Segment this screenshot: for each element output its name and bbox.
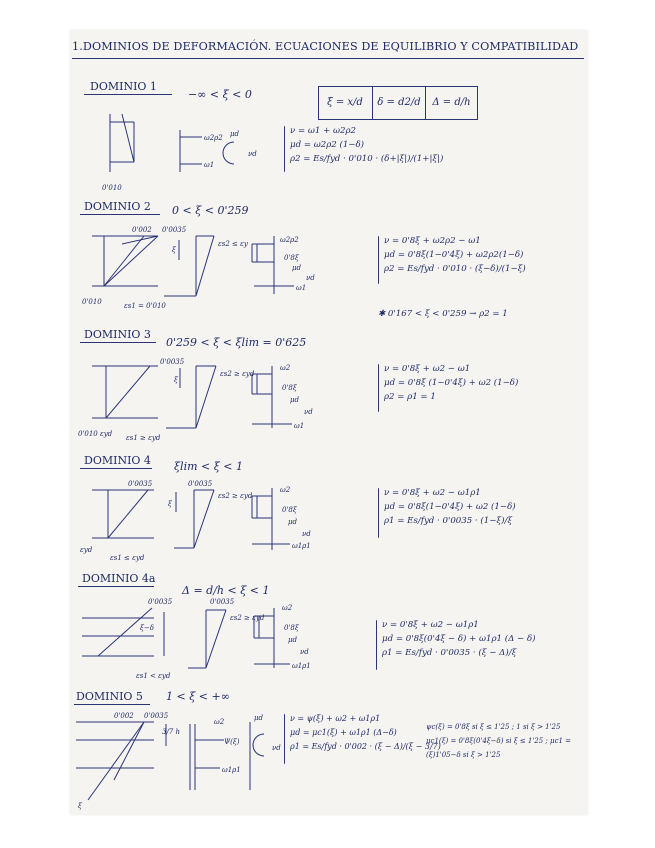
- domain-4a-brace: [376, 620, 377, 670]
- domain-4-diagram-stroke-3: [108, 490, 148, 538]
- force-label-top: ω2ρ2: [204, 134, 223, 142]
- domain-2-diagram-label-22: ξ: [172, 246, 176, 254]
- domain-5-range: 1 < ξ < +∞: [166, 690, 230, 703]
- domain-3-diagram-label-21: 0'8ξ: [282, 384, 297, 392]
- domain-4-diagram-label-25: νd: [302, 530, 311, 538]
- domain-4a-equations: [382, 618, 536, 660]
- domain-2-equations: [384, 234, 526, 276]
- domain-2-diagram-label-25: ω1: [296, 284, 307, 292]
- domain-4-diagram-label-22: 0'8ξ: [282, 506, 297, 514]
- domain-4a-diagram-label-22: ω1ρ1: [292, 662, 311, 670]
- domain-2-diagram-stroke-4: [104, 236, 158, 286]
- domain-4-diagram-label-20: ξ: [168, 500, 172, 508]
- domain-3-equations: [384, 362, 518, 404]
- domain-4-eq-axial: ν = 0'8ξ + ω2 − ω1ρ1: [384, 488, 481, 498]
- domain-1-equations: [290, 124, 443, 166]
- domain-4a-diagram-stroke-3: [98, 608, 152, 656]
- domain-2-range: 0 < ξ < 0'259: [172, 204, 249, 217]
- domain-5-underline: [74, 704, 150, 705]
- domain-4-brace: [378, 488, 379, 538]
- domain-5-title: DOMINIO 5: [76, 690, 143, 703]
- strain-diagonal: [122, 114, 134, 162]
- domain-2-eq-axial: ν = 0'8ξ + ω2ρ2 − ω1: [384, 236, 481, 246]
- domain-2-diagram-label-17: 0'002: [132, 226, 152, 234]
- domain-3-diagram-label-15: 0'0035: [160, 358, 185, 366]
- domain-5-diagram-label-13: 0'0035: [144, 712, 169, 720]
- domain-3-diagram-label-22: ω1: [294, 422, 305, 430]
- domain-4a-diagram-label-16: 0'0035: [210, 598, 235, 606]
- domain-1-underline: [84, 94, 172, 95]
- definition-delta: δ = d2/d: [372, 87, 425, 119]
- definition-xi: ξ = x/d: [327, 97, 363, 108]
- domain-2-underline: [80, 214, 160, 215]
- domain-3-eq-moment: μd = 0'8ξ (1−0'4ξ) + ω2 (1−δ): [384, 378, 519, 388]
- domain-2-diagram-label-18: 0'0035: [162, 226, 187, 234]
- domain-4a-eq-axial: ν = 0'8ξ + ω2 − ω1ρ1: [382, 620, 479, 630]
- domain-2-diagram-label-21: εs2 ≤ εy: [218, 240, 248, 248]
- domain-5-diagram-label-17: Ψ(ξ): [224, 738, 240, 746]
- domain-3-diagram-label-24: νd: [304, 408, 313, 416]
- domain-3-range: 0'259 < ξ < ξlim = 0'625: [166, 336, 307, 349]
- domain-4a-diagram-label-23: μd: [288, 636, 298, 644]
- moment-label: μd: [230, 130, 240, 138]
- domain-4-title: DOMINIO 4: [84, 454, 151, 467]
- domain-1-range: −∞ < ξ < 0: [188, 88, 252, 101]
- domain-5-muc-definition: μc1(ξ) = 0'8ξ(0'4ξ−δ) si ξ ≤ 1'25 ; μc1 = (ξ)1'05−δ si ξ > 1'25: [426, 737, 572, 759]
- domain-4-diagram: [80, 478, 314, 568]
- domain-5-diagram-label-14: 3/7 h: [162, 728, 180, 736]
- strain-label: 0'010: [102, 184, 122, 192]
- domain-5-diagram-stroke-4: [114, 722, 144, 780]
- domain-4-eq-ratio: ρ1 = Es/fyd · 0'0035 · (1−ξ)/ξ: [384, 516, 513, 526]
- domain-3-diagram-label-17: εs1 ≥ εyd: [126, 434, 161, 442]
- domain-3-diagram-label-18: εs2 ≥ εyd: [220, 370, 255, 378]
- domain-2-brace: [378, 236, 379, 284]
- domain-2-diagram-label-23: ω2ρ2: [280, 236, 299, 244]
- axial-label: νd: [248, 150, 257, 158]
- domain-4a-diagram-label-20: ω2: [282, 604, 293, 612]
- domain-5-eq-ratio: ρ1 = Es/fyd · 0'002 · (ξ − Δ)/(ξ − 3/7): [290, 742, 441, 751]
- domain-1-eq-axial: ν = ω1 + ω2ρ2: [290, 126, 357, 136]
- title-underline: [72, 58, 584, 59]
- domain-1-eq-moment: μd = ω2ρ2 (1−δ): [290, 140, 365, 150]
- domain-5-diagram-label-16: ω2: [214, 718, 225, 726]
- domain-5-diagram-stroke-3: [88, 722, 144, 800]
- domain-2-diagram-label-19: 0'010: [82, 298, 102, 306]
- page-title: 1.DOMINIOS DE DEFORMACIÓN. ECUACIONES DE EQUILIBRIO Y COMPATIBILIDAD: [72, 40, 579, 53]
- domain-4-underline: [80, 468, 152, 469]
- domain-4a-underline: [78, 586, 154, 587]
- domain-5-psi-definition: ψc(ξ) = 0'8ξ si ξ ≤ 1'25 ; 1 si ξ > 1'25: [426, 723, 561, 731]
- domain-3-diagram-label-23: μd: [290, 396, 300, 404]
- notebook-page: [70, 30, 588, 815]
- domain-3-diagram-stroke-3: [106, 366, 150, 418]
- domain-1-brace: [284, 126, 285, 172]
- domain-2-diagram-label-20: εs1 = 0'010: [124, 302, 166, 310]
- domain-2-diagram-label-27: νd: [306, 274, 315, 282]
- domain-3-underline: [80, 342, 156, 343]
- domain-3-diagram-label-19: ξ: [174, 376, 178, 384]
- domain-4a-eq-ratio: ρ1 = Es/fyd · 0'0035 · (ξ − Δ)/ξ: [382, 648, 517, 658]
- domain-4a-diagram-label-19: εs1 < εyd: [136, 672, 171, 680]
- domain-5-eq-moment: μd = μc1(ξ) + ω1ρ1 (Δ−δ): [290, 728, 397, 737]
- domain-2-diagram: [84, 226, 314, 316]
- domain-5-diagram-label-12: 0'002: [114, 712, 134, 720]
- domain-4a-range: Δ = d/h < ξ < 1: [182, 584, 270, 597]
- domain-4-eq-moment: μd = 0'8ξ(1−0'4ξ) + ω2 (1−δ): [384, 502, 516, 512]
- domain-3-diagram: [78, 356, 314, 446]
- domain-4-diagram-stroke-7: [194, 490, 214, 548]
- domain-4a-diagram-label-17: ξ−δ: [140, 624, 154, 632]
- domain-3-eq-axial: ν = 0'8ξ + ω2 − ω1: [384, 364, 471, 374]
- domain-2-diagram-stroke-9: [196, 236, 214, 296]
- domain-4a-diagram-label-21: 0'8ξ: [284, 624, 299, 632]
- domain-2-title: DOMINIO 2: [84, 200, 151, 213]
- domain-3-diagram-label-16: 0'010 εyd: [78, 430, 113, 438]
- domain-5-diagram-label-19: μd: [254, 714, 264, 722]
- domain-5-brace: [284, 714, 285, 764]
- domain-4-range: ξlim < ξ < 1: [174, 460, 244, 473]
- domain-5-diagram-label-15: ξ: [78, 802, 82, 810]
- domain-1-eq-ratio: ρ2 = Es/fyd · 0'010 · (δ+|ξ|)/(1+|ξ|): [290, 154, 444, 164]
- domain-4-equations: [384, 486, 516, 528]
- domain-5-piecewise: [426, 720, 586, 762]
- domain-3-diagram-stroke-7: [196, 366, 216, 428]
- force-label-bottom: ω1: [204, 161, 215, 169]
- domain-5-diagram-label-20: νd: [272, 744, 281, 752]
- definitions-box: [318, 86, 478, 120]
- domain-4-diagram-label-16: 0'0035: [188, 480, 213, 488]
- domain-3-diagram-label-20: ω2: [280, 364, 291, 372]
- domain-4a-diagram-stroke-8: [206, 610, 226, 668]
- domain-4a-diagram-label-15: 0'0035: [148, 598, 173, 606]
- moment-arc: [223, 142, 234, 164]
- domain-2-eq-moment: μd = 0'8ξ(1−0'4ξ) + ω2ρ2(1−δ): [384, 250, 524, 260]
- domain-4a-diagram-label-18: εs2 ≥ εyd: [230, 614, 265, 622]
- domain-3-title: DOMINIO 3: [84, 328, 151, 341]
- domain-3-brace: [378, 364, 379, 412]
- domain-4-diagram-label-24: μd: [288, 518, 298, 526]
- domain-4a-title: DOMINIO 4a: [82, 572, 156, 585]
- domain-2-diagram-stroke-5: [122, 236, 158, 244]
- domain-4-diagram-label-21: ω2: [280, 486, 291, 494]
- domain-4-diagram-label-17: εyd: [80, 546, 93, 554]
- domain-2-diagram-label-26: μd: [292, 264, 302, 272]
- domain-5-equations: [290, 712, 441, 754]
- domain-4-diagram-label-15: 0'0035: [128, 480, 153, 488]
- domain-5-diagram-stroke-11: [253, 734, 264, 756]
- domain-3-eq-ratio: ρ2 = ρ1 = 1: [384, 392, 436, 402]
- domain-5-diagram: [74, 710, 284, 810]
- domain-1-title: DOMINIO 1: [90, 80, 157, 93]
- definition-Delta: Δ = d/h: [425, 87, 477, 119]
- domain-2-eq-ratio: ρ2 = Es/fyd · 0'010 · (ξ−δ)/(1−ξ): [384, 264, 526, 274]
- domain-4a-diagram: [78, 596, 314, 686]
- domain-4-diagram-label-19: εs2 ≥ εyd: [218, 492, 253, 500]
- domain-4-diagram-label-18: εs1 ≤ εyd: [110, 554, 145, 562]
- domain-4-diagram-label-23: ω1ρ1: [292, 542, 311, 550]
- domain-5-diagram-label-18: ω1ρ1: [222, 766, 241, 774]
- domain-4a-eq-moment: μd = 0'8ξ(0'4ξ − δ) + ω1ρ1 (Δ − δ): [382, 634, 536, 644]
- domain-1-diagram: [100, 112, 257, 192]
- domain-4a-diagram-label-24: νd: [300, 648, 309, 656]
- domain-2-diagram-label-24: 0'8ξ: [284, 254, 299, 262]
- domain-2-note: ✱ 0'167 < ξ < 0'259 → ρ2 = 1: [378, 309, 508, 319]
- domain-5-eq-axial: ν = ψ(ξ) + ω2 + ω1ρ1: [290, 714, 381, 723]
